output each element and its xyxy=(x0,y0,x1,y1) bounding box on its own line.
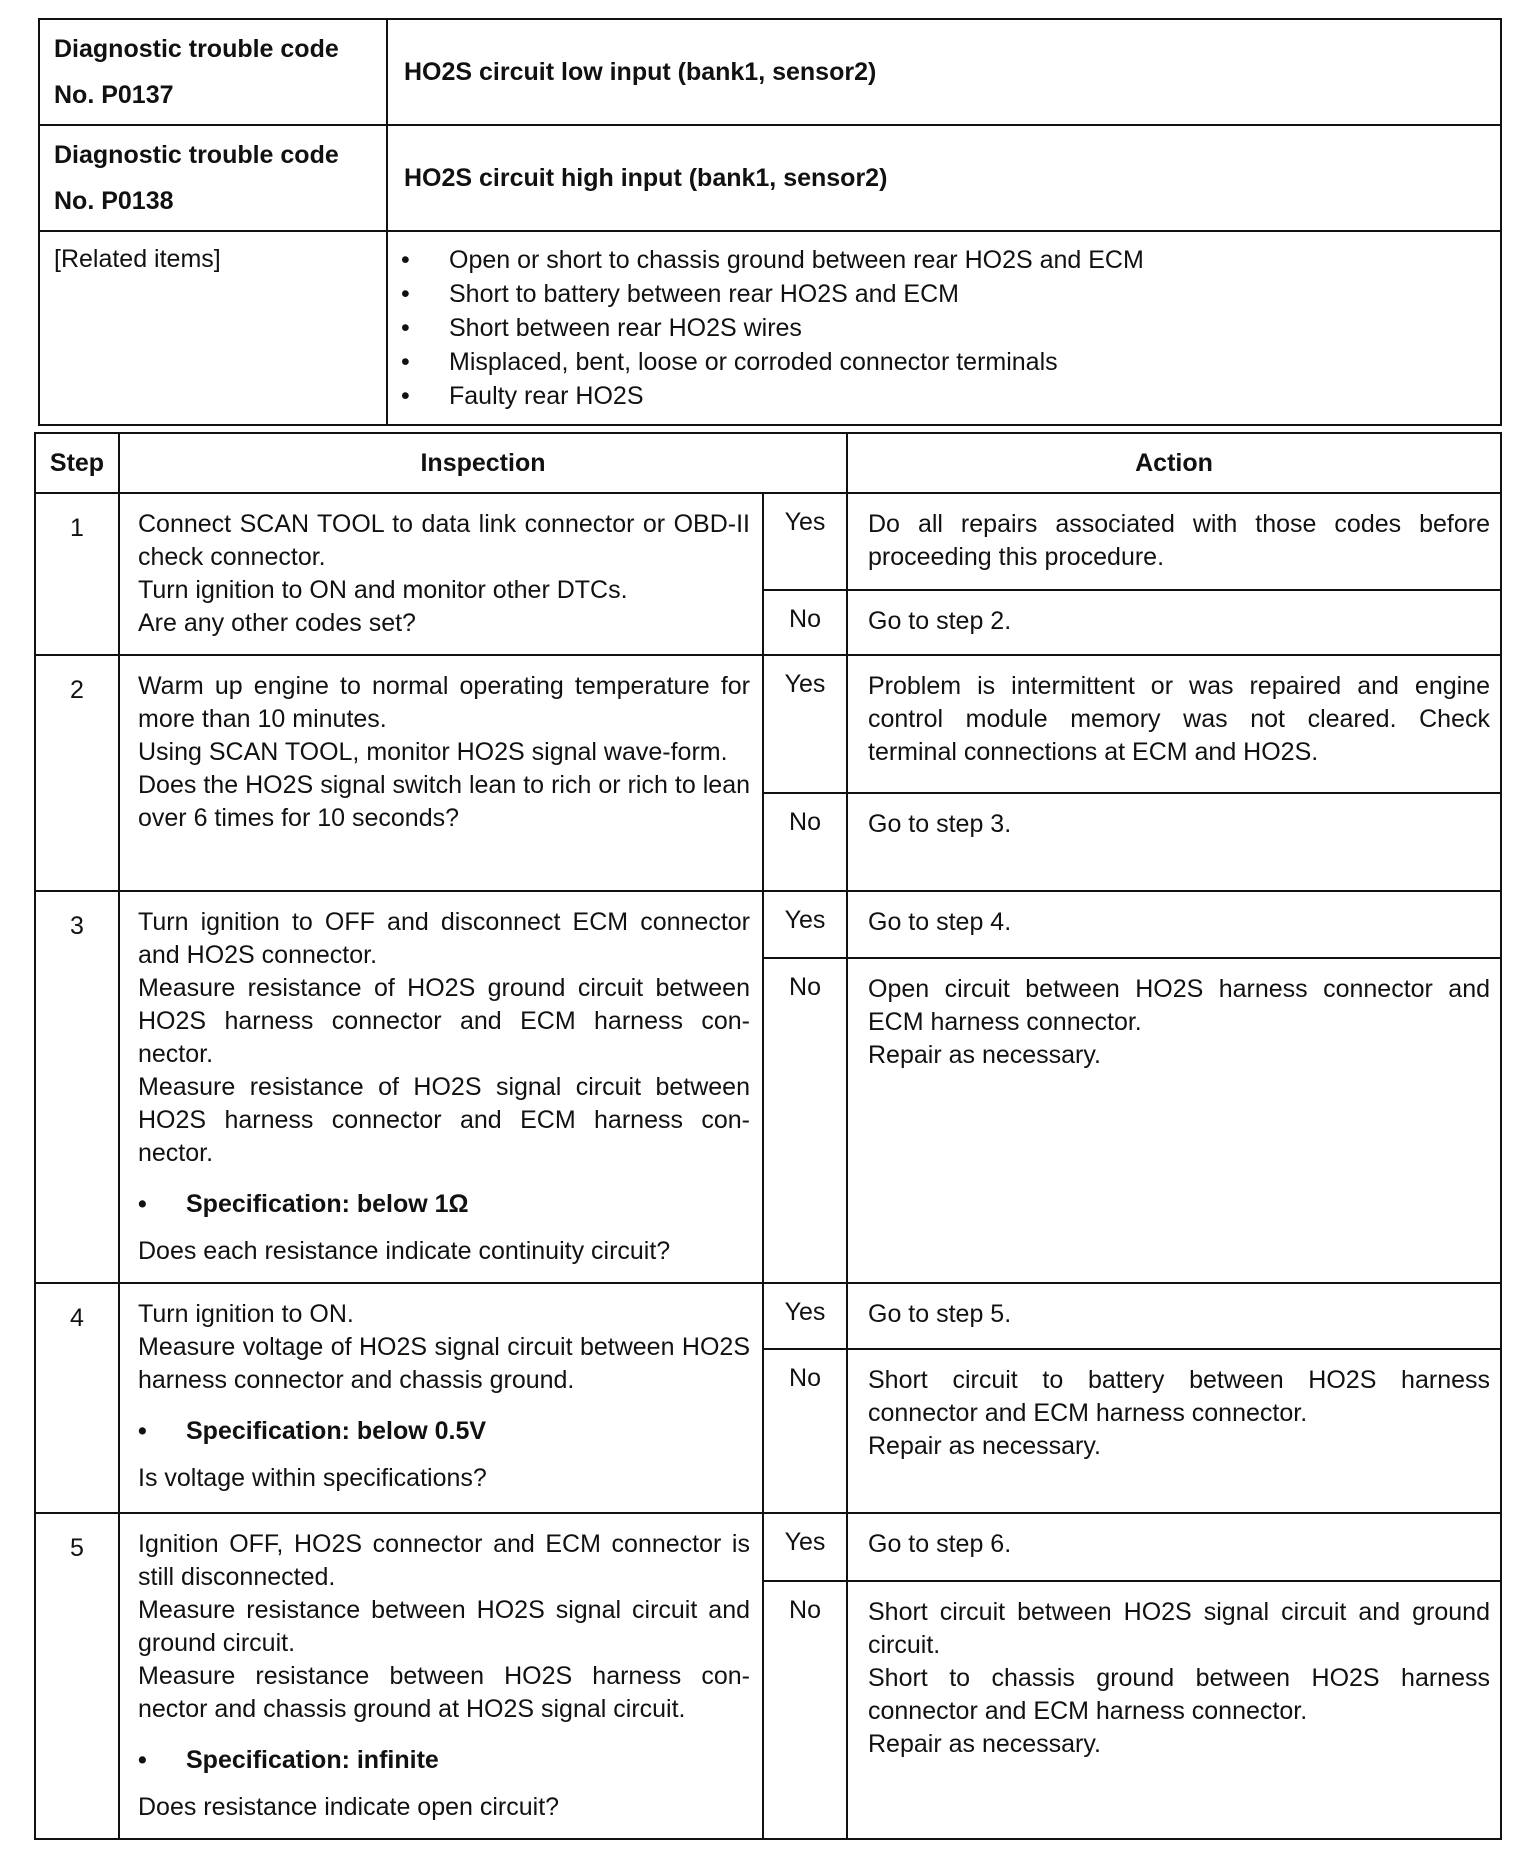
dtc-description: HO2S circuit high input (bank1, sensor2) xyxy=(387,125,1501,231)
step-inspection: Connect SCAN TOOL to data link connector or OBD-II check connector. Turn ignition to ON and monitor other DTCs. Are any other codes set? xyxy=(119,493,763,655)
header-step: Step xyxy=(35,433,119,493)
dtc-label-line1: Diagnostic trouble code xyxy=(54,35,339,63)
step-row xyxy=(35,1513,1501,1581)
bullet-icon: • xyxy=(138,1190,147,1218)
yes-label: Yes xyxy=(763,891,847,958)
related-item: • Faulty rear HO2S xyxy=(389,379,1499,413)
specification: • Specification: infinite xyxy=(138,1744,750,1777)
header-action: Action xyxy=(847,433,1501,493)
step-row xyxy=(35,493,1501,590)
yes-action: Go to step 5. xyxy=(847,1283,1501,1349)
yes-action: Problem is intermittent or was repaired and engine control module memory was not cleared. Check terminal connections at ECM and HO2S. xyxy=(847,655,1501,793)
bullet-icon: • xyxy=(401,348,410,376)
related-items-cell xyxy=(387,231,1501,425)
bullet-icon: • xyxy=(401,382,410,410)
step-inspection: Warm up engine to normal operating temperature for more than 10 minutes. Using SCAN TOOL, monitor HO2S signal wave-form. Does the HO2S signal switch lean to rich or rich to lean over 6 times for 10 seconds? xyxy=(119,655,763,891)
step-number: 1 xyxy=(35,493,119,655)
bullet-icon: • xyxy=(401,314,410,342)
related-items-label: [Related items] xyxy=(39,231,387,425)
yes-action: Go to step 6. xyxy=(847,1513,1501,1581)
dtc-row xyxy=(39,125,1501,231)
step-number: 2 xyxy=(35,655,119,891)
no-label: No xyxy=(763,793,847,891)
specification: • Specification: below 1Ω xyxy=(138,1188,750,1221)
step-inspection: Ignition OFF, HO2S connector and ECM connector is still disconnected. Measure resistance between HO2S signal circuit and ground circuit. Measure resistance between HO2S harness con-nector and chassis ground at HO2S signal circuit. • Specification: infinite Does resistance indicate open circuit? xyxy=(119,1513,763,1839)
dtc-label-line2: No. P0137 xyxy=(54,81,174,109)
step-number: 4 xyxy=(35,1283,119,1513)
step-question: Does each resistance indicate continuity circuit? xyxy=(138,1237,671,1265)
yes-action: Do all repairs associated with those codes before proceeding this procedure. xyxy=(847,493,1501,590)
yes-label: Yes xyxy=(763,1513,847,1581)
dtc-code-label xyxy=(39,19,387,125)
step-inspection: Turn ignition to ON. Measure voltage of HO2S signal circuit between HO2S harness connector and chassis ground. • Specification: below 0.5V Is voltage within specifications? xyxy=(119,1283,763,1513)
bullet-icon: • xyxy=(138,1746,147,1774)
specification: • Specification: below 0.5V xyxy=(138,1415,750,1448)
yes-label: Yes xyxy=(763,493,847,590)
related-item: • Open or short to chassis ground between rear HO2S and ECM xyxy=(389,243,1499,277)
related-item: • Short between rear HO2S wires xyxy=(389,311,1499,345)
dtc-label-line1: Diagnostic trouble code xyxy=(54,141,339,169)
yes-label: Yes xyxy=(763,655,847,793)
dtc-row xyxy=(39,19,1501,125)
no-action: Open circuit between HO2S harness connector and ECM harness connector. Repair as necessary. xyxy=(847,958,1501,1283)
related-item: • Short to battery between rear HO2S and ECM xyxy=(389,277,1499,311)
no-label: No xyxy=(763,590,847,655)
no-label: No xyxy=(763,1349,847,1513)
no-action: Go to step 2. xyxy=(847,590,1501,655)
header-row xyxy=(35,433,1501,493)
step-table xyxy=(34,432,1502,1840)
step-row xyxy=(35,891,1501,958)
related-item: • Misplaced, bent, loose or corroded connector terminals xyxy=(389,345,1499,379)
yes-action: Go to step 4. xyxy=(847,891,1501,958)
no-label: No xyxy=(763,958,847,1283)
no-action: Short circuit to battery between HO2S harness connector and ECM harness connector. Repair as necessary. xyxy=(847,1349,1501,1513)
dtc-table xyxy=(38,18,1502,426)
bullet-icon: • xyxy=(401,246,410,274)
step-question: Does resistance indicate open circuit? xyxy=(138,1793,560,1821)
bullet-icon: • xyxy=(401,280,410,308)
dtc-code-label xyxy=(39,125,387,231)
related-items-list xyxy=(389,233,1499,423)
dtc-description: HO2S circuit low input (bank1, sensor2) xyxy=(387,19,1501,125)
bullet-icon: • xyxy=(138,1417,147,1445)
step-number: 3 xyxy=(35,891,119,1283)
no-action: Go to step 3. xyxy=(847,793,1501,891)
step-number: 5 xyxy=(35,1513,119,1839)
no-action: Short circuit between HO2S signal circuit and ground circuit. Short to chassis ground between HO2S harness connector and ECM harness connector. Repair as necessary. xyxy=(847,1581,1501,1839)
no-label: No xyxy=(763,1581,847,1839)
related-items-row xyxy=(39,231,1501,425)
dtc-label-line2: No. P0138 xyxy=(54,187,174,215)
step-row xyxy=(35,1283,1501,1349)
yes-label: Yes xyxy=(763,1283,847,1349)
step-row xyxy=(35,655,1501,793)
header-inspection: Inspection xyxy=(119,433,847,493)
step-inspection: Turn ignition to OFF and disconnect ECM connector and HO2S connector. Measure resistance of HO2S ground circuit between HO2S harness connector and ECM harness con-nector. Measure resistance of HO2S signal circuit between HO2S harness connector and ECM harness con-nector. • Specification: below 1Ω Does each resistance indicate continuity circuit? xyxy=(119,891,763,1283)
step-question: Is voltage within specifications? xyxy=(138,1464,487,1492)
